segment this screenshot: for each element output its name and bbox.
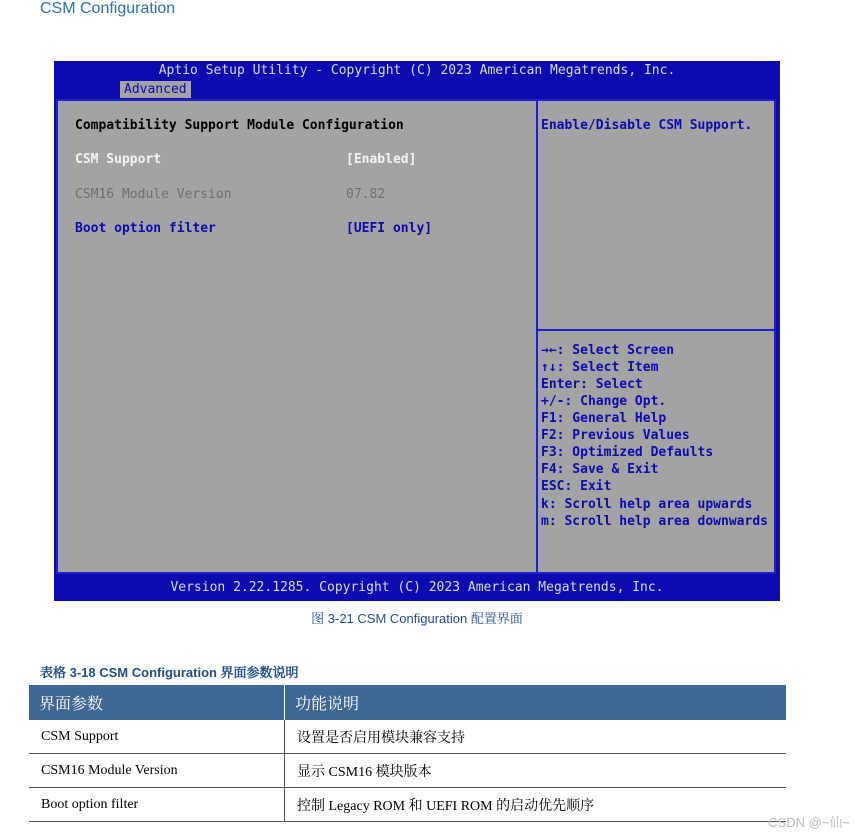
key-help-item: Enter: Select [541,377,643,392]
table-cell: 控制 Legacy ROM 和 UEFI ROM 的启动优先顺序 [285,788,787,822]
key-help-item: F4: Save & Exit [541,462,659,477]
key-help-item: m: Scroll help area downwards [541,514,768,529]
table-header-row [29,685,786,720]
csm-support-label[interactable]: CSM Support [75,152,162,167]
key-help-item: F1: General Help [541,411,667,426]
csm16-version-label: CSM16 Module Version [75,187,232,202]
bios-footer: Version 2.22.1285. Copyright (C) 2023 American Megatrends, Inc. [170,580,664,595]
table-row [29,754,786,788]
table-caption: 表格 3-18 CSM Configuration 界面参数说明 [40,665,299,680]
table-cell: CSM Support [29,720,285,754]
bios-screenshot [54,61,780,601]
key-help-item: →←: Select Screen [541,343,675,358]
watermark: CSDN @~仙~ [768,815,850,830]
table-header-description: 功能说明 [285,685,787,720]
table-cell: Boot option filter [29,788,285,822]
table-cell: CSM16 Module Version [29,754,285,788]
section-title: Compatibility Support Module Configuration [75,118,404,133]
csm-support-value[interactable]: [Enabled] [346,152,417,167]
table-header-param: 界面参数 [29,685,285,720]
section-heading: CSM Configuration [40,0,176,17]
table-row [29,788,786,822]
boot-option-filter-label[interactable]: Boot option filter [75,221,216,236]
key-help-item: k: Scroll help area upwards [541,497,753,512]
boot-option-filter-value[interactable]: [UEFI only] [346,221,433,236]
figure-caption: 图 3-21 CSM Configuration 配置界面 [311,611,523,626]
help-pane [538,101,774,572]
table-row [29,720,786,754]
table-cell: 设置是否启用模块兼容支持 [285,720,787,754]
help-divider [538,329,774,331]
key-help-item: ↑↓: Select Item [541,360,659,375]
table-cell: 显示 CSM16 模块版本 [285,754,787,788]
help-description: Enable/Disable CSM Support. [541,118,753,133]
tab-advanced[interactable]: Advanced [120,81,191,98]
key-help-item: F3: Optimized Defaults [541,445,714,460]
bios-main-panel [56,99,776,574]
bios-title-bar: Aptio Setup Utility - Copyright (C) 2023 American Megatrends, Inc. [158,63,676,78]
csm16-version-value: 07.82 [346,187,386,202]
key-help-item: F2: Previous Values [541,428,690,443]
key-help-item: +/-: Change Opt. [541,394,667,409]
parameter-table [29,685,786,822]
key-help-item: ESC: Exit [541,479,612,494]
settings-pane [58,101,538,572]
